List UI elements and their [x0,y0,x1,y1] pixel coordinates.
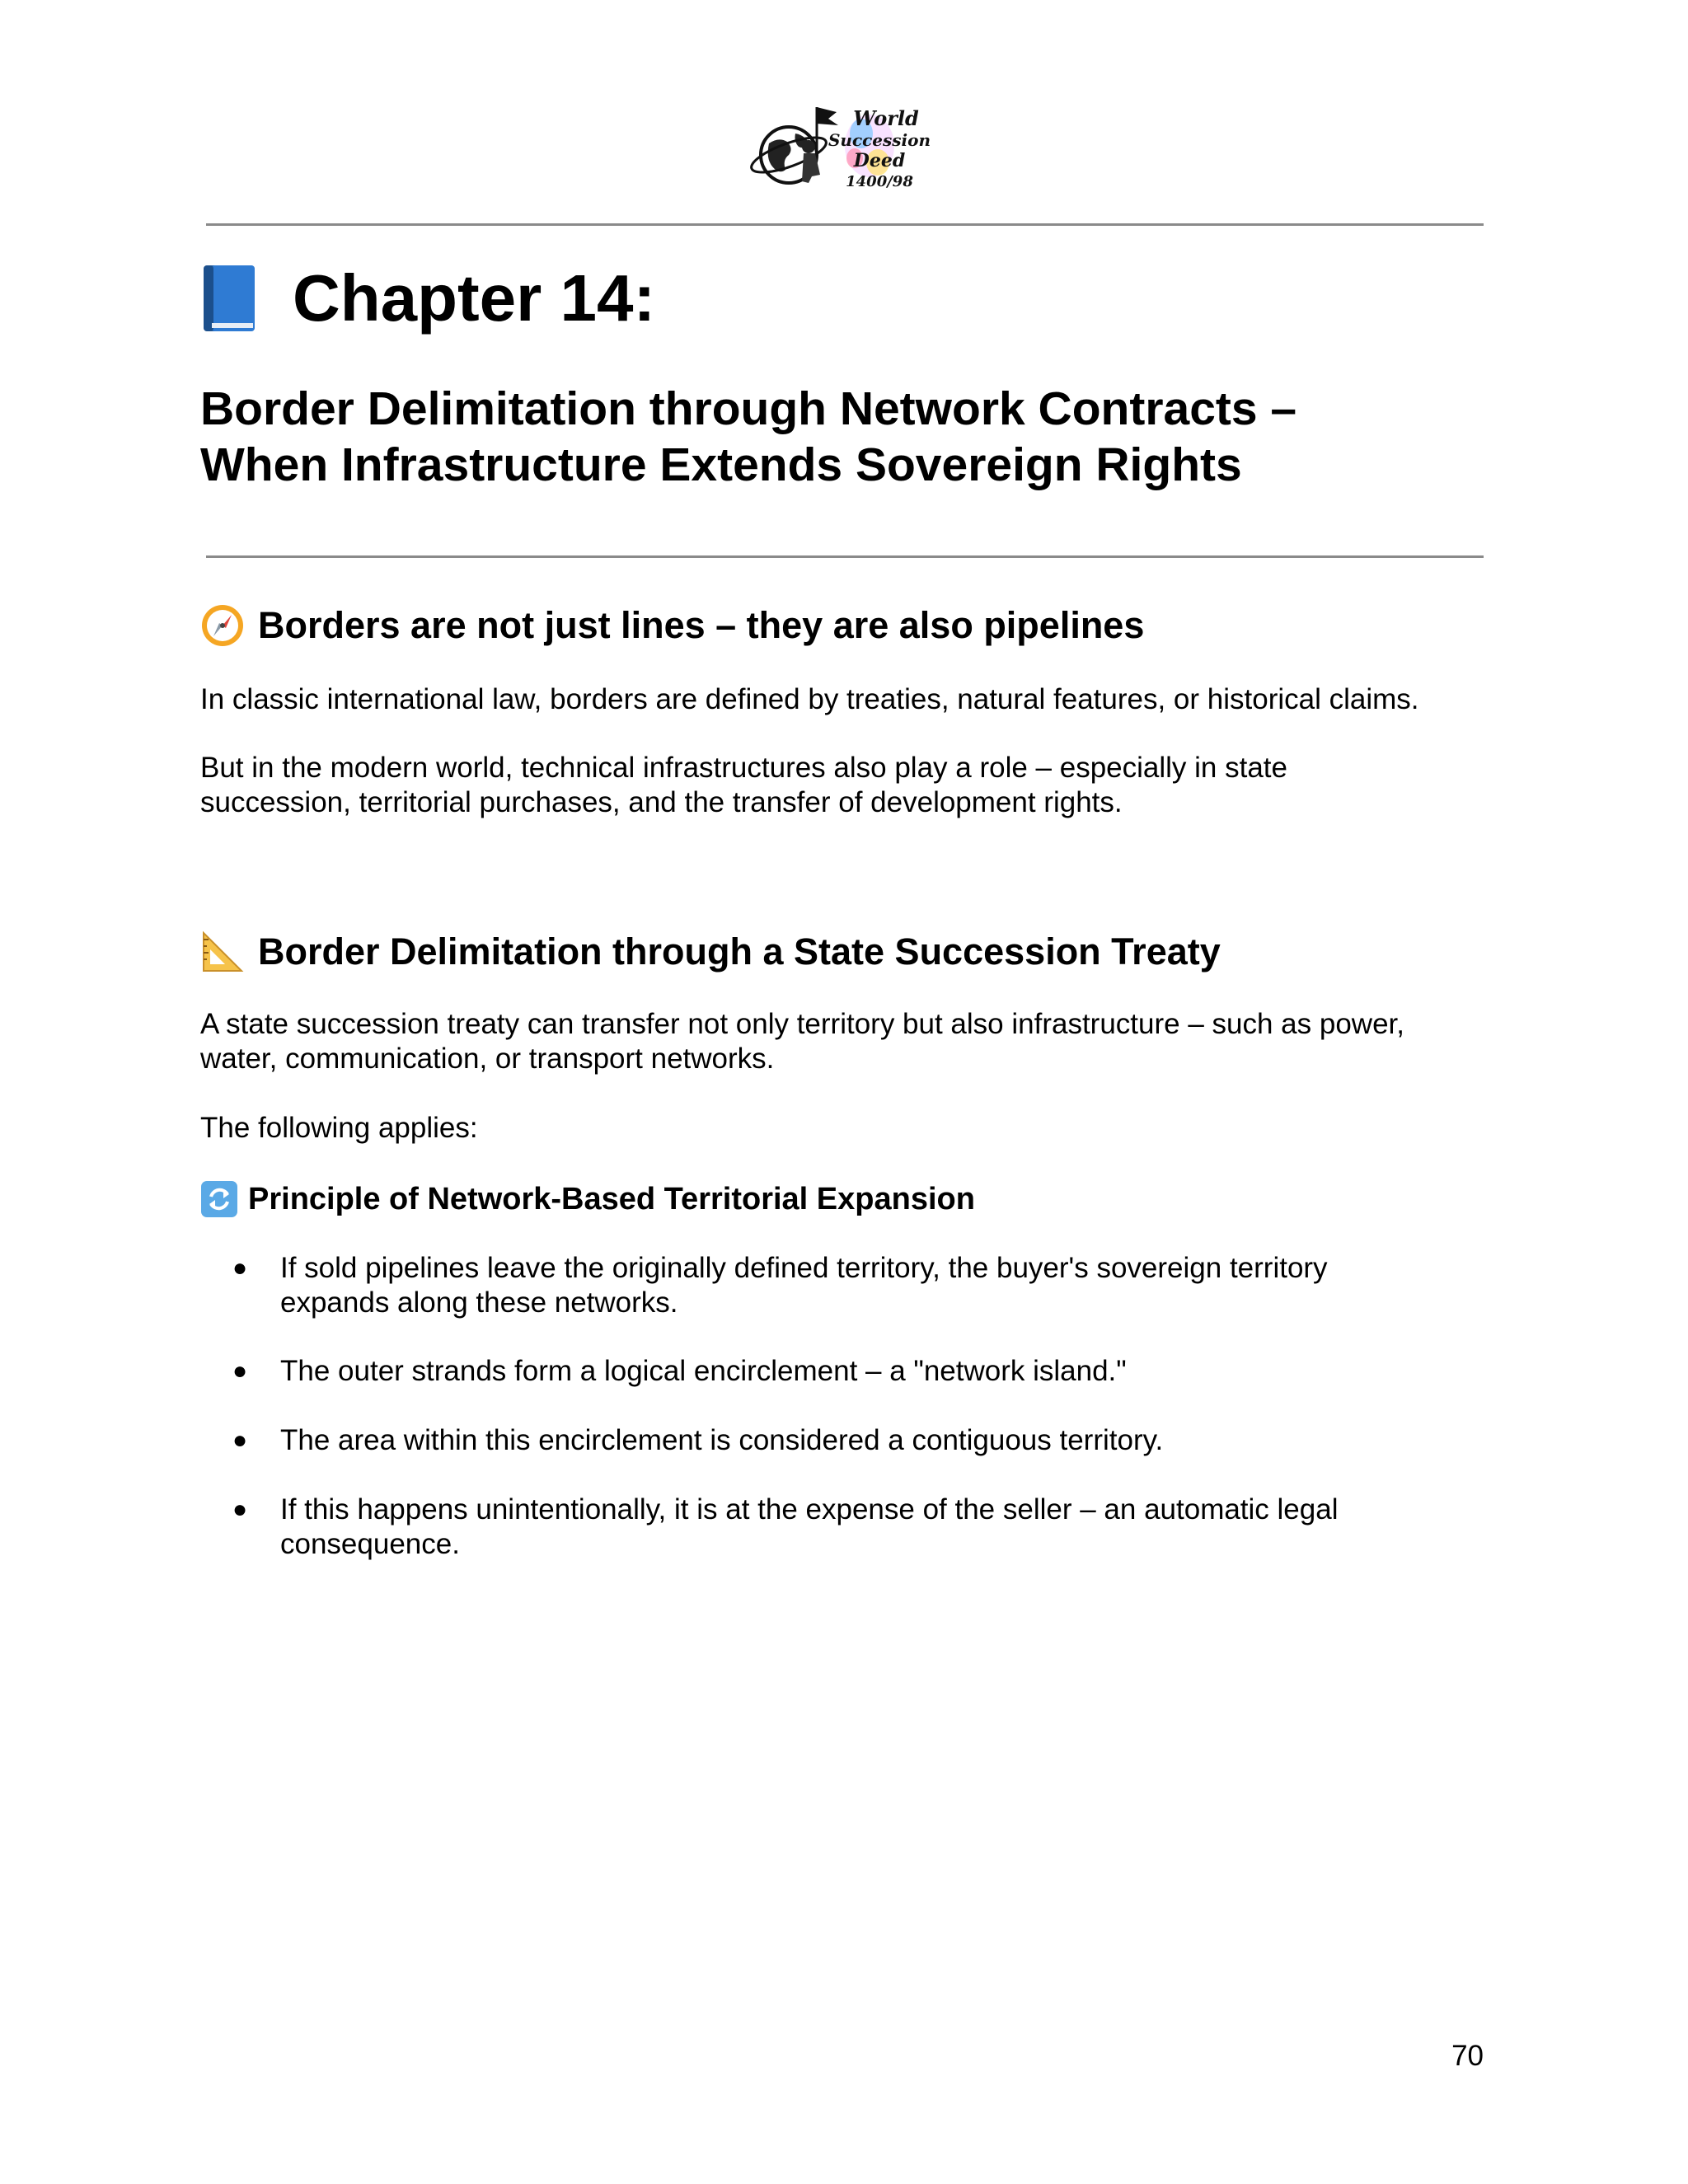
principle-heading-text: Principle of Network-Based Territorial Expansion [248,1182,975,1216]
list-item-line1: If sold pipelines leave the originally defined territory, the buyer's sovereign territory [280,1252,1328,1284]
chapter-subtitle-line1: Border Delimitation through Network Contracts – [200,382,1297,435]
chapter-title [200,261,656,335]
list-item-line1: If this happens unintentionally, it is at the expense of the seller – an automatic legal [280,1493,1339,1526]
world-succession-deed-logo [746,101,935,198]
section-heading-borders [200,603,1144,648]
list-item-line2: consequence. [280,1528,460,1560]
paragraph-treaty-transfer [200,1007,1494,1076]
paragraph-modern-world [200,751,1494,820]
paragraph-classic-law-text: In classic international law, borders are defined by treaties, natural features, or historical claims. [200,683,1419,715]
chapter-title-text: Chapter 14: [293,261,656,335]
bullet-point: ● [232,1496,248,1523]
chapter-subtitle [200,381,1519,493]
section-heading-borders-text: Borders are not just lines – they are also pipelines [258,604,1145,646]
principle-heading [200,1180,975,1218]
compass-icon [200,603,245,648]
logo-text-world: World [853,106,919,130]
bullet-point: ● [232,1254,248,1282]
section-divider [206,555,1484,558]
paragraph-classic-law [200,682,1494,717]
paragraph-modern-world-line1: But in the modern world, technical infrastructures also play a role – especially in state [200,752,1287,784]
triangular-ruler-icon [200,930,245,974]
paragraph-following-applies-text: The following applies: [200,1112,478,1144]
list-item-line1: The area within this encirclement is considered a contiguous territory. [280,1424,1164,1456]
paragraph-modern-world-line2: succession, territorial purchases, and the transfer of development rights. [200,786,1123,818]
top-divider [206,223,1484,226]
logo-text-succession: Succession [828,130,931,150]
page-number: 70 [1451,2040,1484,2072]
chapter-subtitle-line2: When Infrastructure Extends Sovereign Rights [200,438,1242,491]
logo-text-deed: Deed [853,150,906,171]
paragraph-following-applies [200,1111,1494,1146]
counterclockwise-arrows-icon [200,1180,238,1218]
logo-text-year: 1400/98 [846,173,913,190]
list-item-line2: expands along these networks. [280,1286,678,1319]
blue-book-icon [200,264,260,333]
section-heading-treaty [200,930,1221,974]
paragraph-treaty-transfer-line1: A state succession treaty can transfer not only territory but also infrastructure – such as power, [200,1008,1404,1040]
bullet-point: ● [232,1357,248,1385]
section-heading-treaty-text: Border Delimitation through a State Succession Treaty [258,930,1221,972]
paragraph-treaty-transfer-line2: water, communication, or transport networks. [200,1043,775,1075]
list-item-line1: The outer strands form a logical encirclement – a "network island." [280,1355,1127,1387]
bullet-point: ● [232,1427,248,1454]
